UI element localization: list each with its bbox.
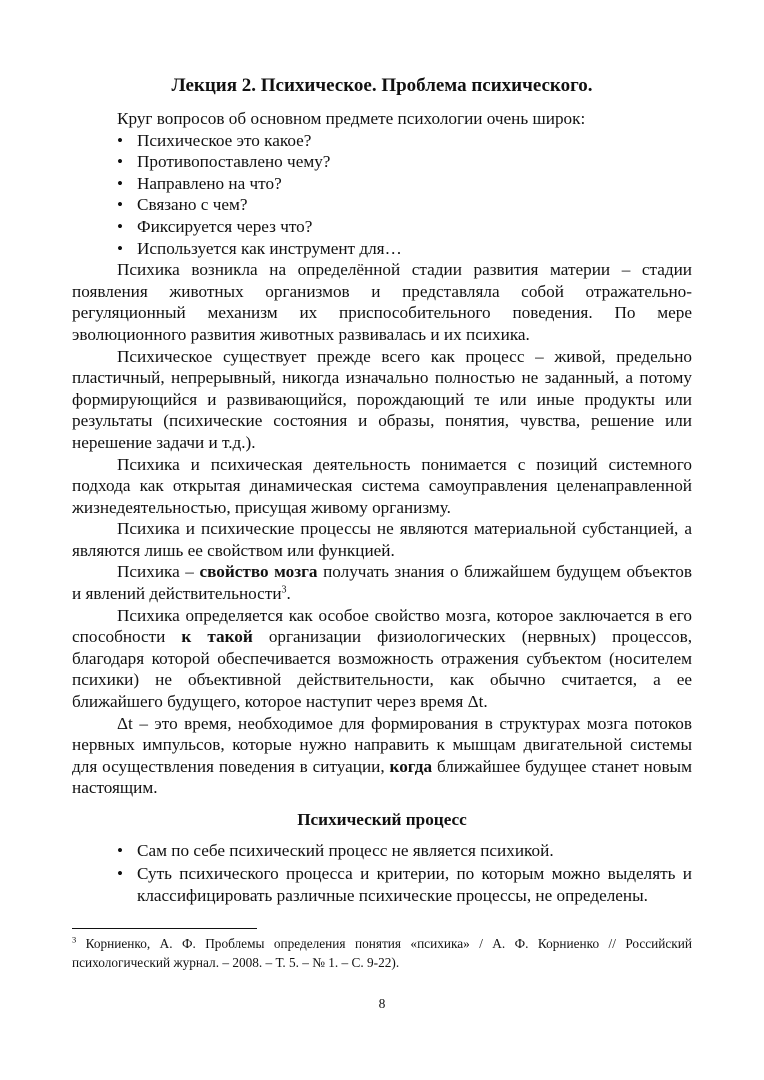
paragraph-process: Психическое существует прежде всего как процесс – живой, предельно пластичный, непрерывный, никогда изначально полностью не заданный, а потому формирующийся и развивающийся, порождающий те или иные продукты или результаты (психические состояния и образы, понятия, чувства, решение или нерешение задачи и т.д.). bbox=[72, 346, 692, 452]
process-text: Сам по себе психический процесс не является психикой. bbox=[137, 841, 554, 860]
page-number: 8 bbox=[378, 996, 386, 1011]
question-text: Направлено на что? bbox=[137, 173, 282, 193]
footnote-text: Корниенко, А. Ф. Проблемы определения понятия «психика» / А. Ф. Корниенко // Российский психологический журнал. – 2008. – Т. 5. – № 1. – С. 9-22). bbox=[72, 936, 692, 970]
intro-paragraph: Круг вопросов об основном предмете психологии очень широк: bbox=[117, 109, 586, 128]
bullet-icon: • bbox=[117, 152, 124, 172]
process-list bbox=[117, 840, 692, 908]
section-title: Психический процесс bbox=[297, 810, 467, 829]
list-item bbox=[117, 130, 692, 152]
list-item bbox=[117, 840, 692, 862]
question-text: Психическое это какое? bbox=[137, 130, 312, 150]
emphasis-text: к такой bbox=[181, 627, 253, 647]
paragraph-definition: Психика определяется как особое свойство мозга, которое заключается в его способности к такой организации физиологических (нервных) процессов, благодаря которой обеспечивается возможность отражения субъектом (носителем психики) не объективной действительности, как обычно считается, а ее ближайшего будущего, которое наступит через время Δt. bbox=[72, 605, 692, 712]
emphasis-text: свойство мозга bbox=[199, 562, 318, 582]
lecture-title: Лекция 2. Психическое. Проблема психического. bbox=[171, 75, 593, 96]
question-text: Фиксируется через что? bbox=[137, 216, 313, 236]
list-item bbox=[117, 863, 692, 907]
bullet-icon: • bbox=[117, 238, 124, 258]
footnote bbox=[72, 934, 692, 972]
footnote-reference: 3 bbox=[281, 584, 287, 596]
bullet-icon: • bbox=[117, 130, 124, 150]
questions-list bbox=[72, 130, 692, 260]
emphasis-text: когда bbox=[389, 756, 433, 776]
list-item bbox=[117, 173, 692, 195]
question-text: Связано с чем? bbox=[137, 195, 248, 215]
paragraph-delta-t: Δt – это время, необходимое для формирования в структурах мозга потоков нервных импульсов, которые нужно направить к мышцам двигательной системы для осуществления поведения в ситуации, когда ближайшее будущее станет новым настоящим. bbox=[72, 713, 692, 798]
body-text bbox=[72, 108, 692, 799]
question-text: Используется как инструмент для… bbox=[137, 238, 402, 258]
paragraph-system: Психика и психическая деятельность понимается с позиций системного подхода как открытая динамическая система самоуправления целенаправленной жизнедеятельностью, присущая живому организму. bbox=[72, 454, 692, 517]
list-item bbox=[117, 238, 692, 260]
footnote-divider bbox=[72, 928, 257, 929]
bullet-icon: • bbox=[117, 173, 124, 193]
process-text: Суть психического процесса и критерии, по которым можно выделять и классифицировать различные психические процессы, не определены. bbox=[137, 864, 692, 905]
list-item bbox=[117, 216, 692, 238]
bullet-icon: • bbox=[117, 195, 124, 215]
list-item bbox=[117, 194, 692, 216]
bullet-icon: • bbox=[117, 864, 124, 883]
paragraph-origin: Психика возникла на определённой стадии развития материи – стадии появления животных организмов и представляла собой отражательно-регуляционный механизм их приспособительного поведения. По мере эволюционного развития животных развивалась и их психика. bbox=[72, 260, 692, 344]
bullet-icon: • bbox=[117, 841, 124, 860]
bullet-icon: • bbox=[117, 216, 124, 236]
list-item bbox=[117, 151, 692, 173]
footnote-number: 3 bbox=[72, 934, 77, 945]
paragraph-brain-property: Психика – свойство мозга получать знания о ближайшем будущем объектов и явлений действительности$^3$. bbox=[72, 562, 693, 604]
question-text: Противопоставлено чему? bbox=[137, 152, 331, 172]
paragraph-substance: Психика и психические процессы не являются материальной субстанцией, а являются лишь ее свойством или функцией. bbox=[72, 519, 692, 560]
